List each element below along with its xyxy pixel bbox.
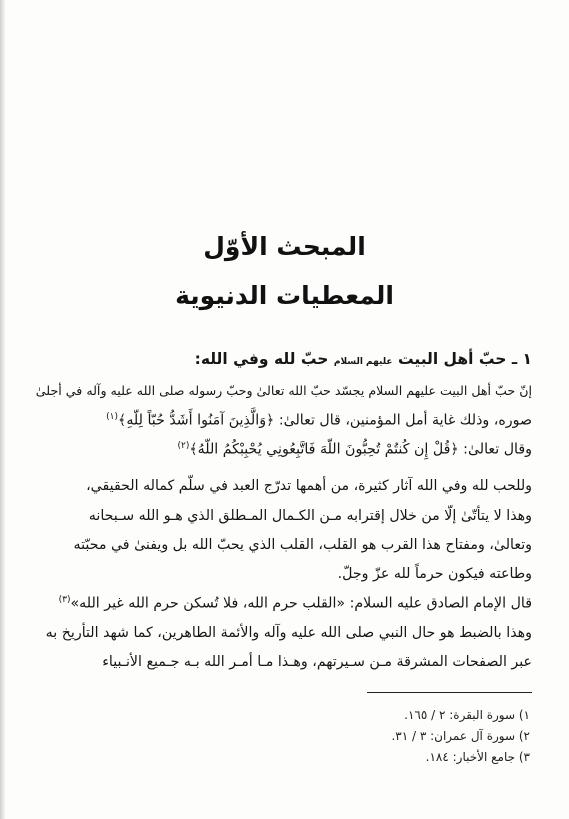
page-edge-shadow	[0, 0, 6, 819]
section-heading	[195, 350, 532, 368]
footnote-mark-1: (١)	[106, 412, 119, 422]
paragraph-line-4: وللحب لله وفي الله آثار كثيرة، من أهمها تدرّج العبد في سلّم كماله الحقيقي،	[86, 478, 532, 494]
chapter-subtitle: المعطيات الدنيوية	[175, 281, 394, 310]
footnote-2: ٢) سورة آل عمران: ٣ / ٣١.	[391, 729, 530, 743]
chapter-title: المبحث الأوّل	[203, 232, 366, 261]
footnote-mark-3: (٣)	[58, 595, 71, 605]
paragraph-line-2	[106, 412, 532, 429]
paragraph-line-9: وهذا بالضبط هو حال النبي صلى الله عليه وآله والأئمة الطاهرين، كما شهد التأريخ به	[45, 625, 532, 641]
paragraph-line-3	[177, 441, 532, 458]
paragraph-line-8	[59, 595, 532, 612]
section-heading-tail: حبّ لله وفي الله:	[194, 350, 329, 368]
footnote-divider	[367, 692, 532, 693]
paragraph-line-2-text: صوره، وذلك غاية أمل المؤمنين، قال تعالىٰ: ﴿وَالَّذِينَ آمَنُوا أَشَدُّ حُبّاً لِلّهِ﴾	[118, 412, 532, 429]
paragraph-line-6: وتعالىٰ، ومفتاح هذا القرب هو القلب، القلب الذي يحبّ الله بل ويفنىٰ في محبّته	[73, 537, 532, 553]
paragraph-line-3-text: وقال تعالىٰ: ﴿قُلْ إِن كُنتُمْ تُحِبُّونَ اللّهَ فَاتَّبِعُونِي يُحْبِبْكُمُ اللّهُ﴾	[189, 441, 532, 458]
paragraph-line-5: وهذا لا يتأتّىٰ إلّا من خلال إقترابه مـن الكـمال المـطلق الذي هـو الله سـبحانه	[88, 508, 532, 524]
honorific-mark: عليهم السلام	[333, 357, 393, 367]
paragraph-line-10: عبر الصفحات المشرقة مـن سـيرتهم، وهـذا مـا أمـر الله بـه جـميع الأنـبياء	[102, 654, 532, 670]
footnote-mark-2: (٢)	[177, 441, 190, 451]
paragraph-line-1: إنّ حبّ أهل البيت عليهم السلام يجسّد حبّ الله تعالىٰ وحبّ رسوله صلى الله عليه وآله في أجلىٰ	[35, 383, 532, 398]
footnote-1: ١) سورة البقرة: ٢ / ١٦٥.	[404, 708, 530, 722]
footnote-3: ٣) جامع الأخبار: ١٨٤.	[425, 750, 530, 764]
paragraph-line-8-text: قال الإمام الصادق عليه السلام: «القلب حرم الله، فلا تُسكن حرم الله غير الله»	[70, 595, 532, 612]
section-heading-text: ١ ـ حبّ أهل البيت	[397, 350, 532, 368]
paragraph-line-7: وطاعته فيكون حرماً لله عزّ وجلّ.	[337, 566, 532, 582]
